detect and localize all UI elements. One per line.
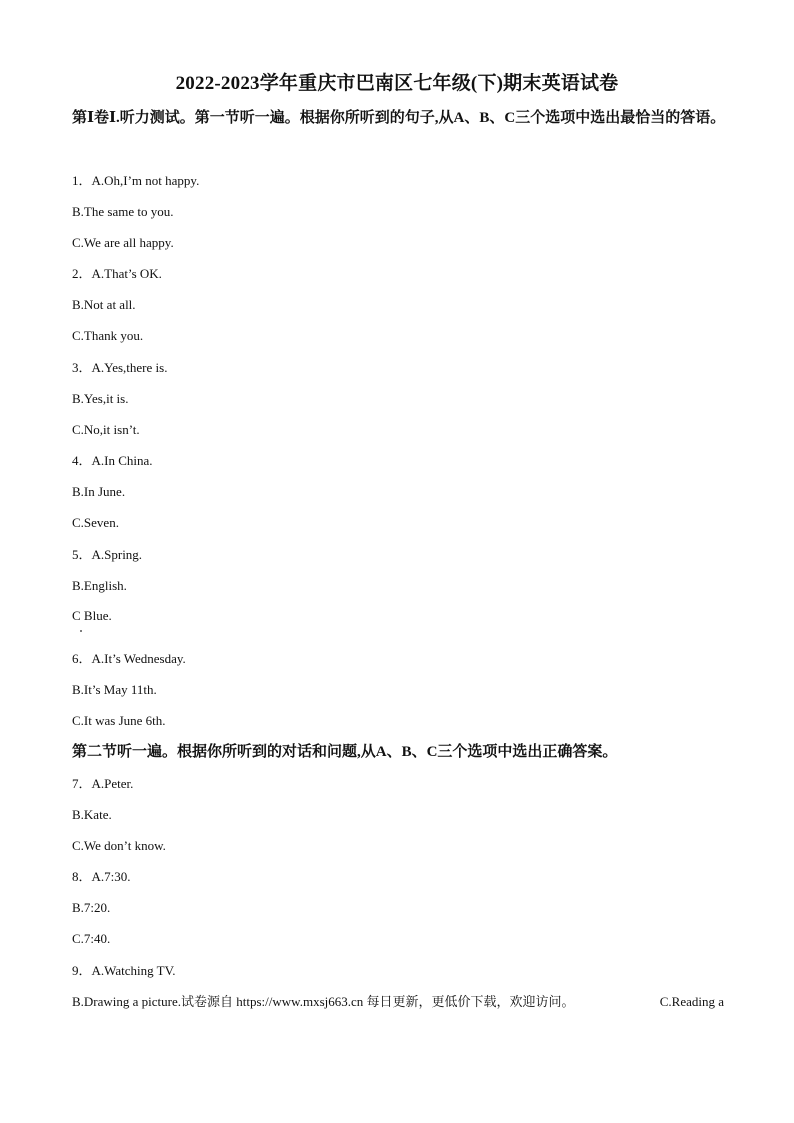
q1-option-b: B.The same to you. — [72, 204, 174, 219]
q6-option-b: B.It’s May 11th. — [72, 682, 157, 697]
q7-option-b: B.Kate. — [72, 807, 112, 822]
q6-option-c: C.It was June 6th. — [72, 713, 166, 728]
q5-option-a: 5．A.Spring. — [72, 547, 143, 562]
q8-option-a: 8．A.7:30. — [72, 869, 131, 884]
q2-option-b: B.Not at all. — [72, 297, 136, 312]
q3-option-b: B.Yes,it is. — [72, 391, 129, 406]
q5-option-b: B.English. — [72, 578, 127, 593]
q4-option-a: 4．A.In China. — [72, 453, 153, 468]
q1-option-a: 1．A.Oh,I’m not happy. — [72, 173, 200, 188]
section-1-instructions: 第Ⅰ卷Ⅰ.听力测试。第一节听一遍。根据你所听到的句子,从A、B、C三个选项中选出最恰当的答语。 — [72, 110, 726, 126]
q9-option-b-with-source: B.Drawing a picture.试卷源自 https://www.mxsj663.cn 每日更新，更低价下载，欢迎访问。 — [72, 994, 575, 1009]
q7-option-a: 7．A.Peter. — [72, 776, 134, 791]
q4-option-b: B.In June. — [72, 484, 126, 499]
q4-option-c: C.Seven. — [72, 515, 119, 530]
q2-option-a: 2．A.That’s OK. — [72, 266, 162, 281]
q8-option-c: C.7:40. — [72, 931, 111, 946]
section-2-instructions: 第二节听一遍。根据你所听到的对话和问题,从A、B、C三个选项中选出正确答案。 — [72, 744, 618, 760]
stray-dot — [80, 630, 82, 632]
q3-option-a: 3．A.Yes,there is. — [72, 360, 168, 375]
q5-option-c: C Blue. — [72, 608, 112, 623]
q9-options-line — [72, 993, 724, 1011]
q3-option-c: C.No,it isn’t. — [72, 422, 140, 437]
q6-option-a: 6．A.It’s Wednesday. — [72, 651, 186, 666]
q8-option-b: B.7:20. — [72, 900, 111, 915]
q7-option-c: C.We don’t know. — [72, 838, 166, 853]
q9-option-a: 9．A.Watching TV. — [72, 963, 176, 978]
q2-option-c: C.Thank you. — [72, 328, 144, 343]
q1-option-c: C.We are all happy. — [72, 235, 174, 250]
q9-option-c-partial: C.Reading a — [659, 994, 724, 1009]
exam-title: 2022-2023学年重庆市巴南区七年级(下)期末英语试卷 — [175, 73, 619, 94]
